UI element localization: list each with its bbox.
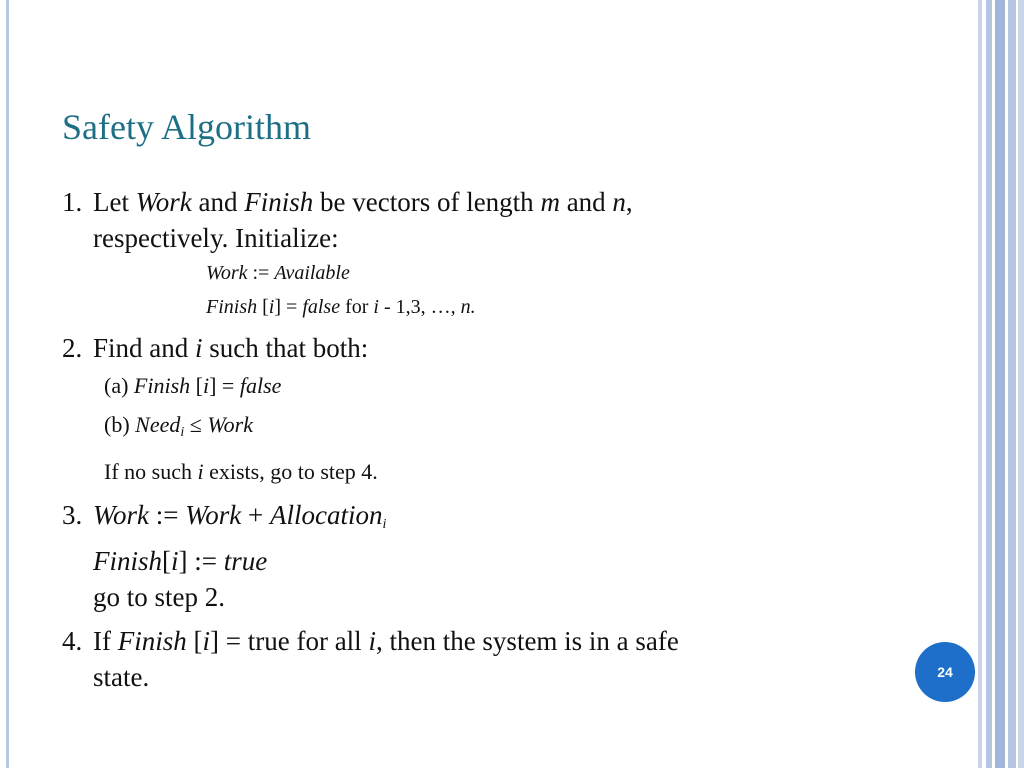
step-number: 4. — [62, 626, 83, 656]
var-n: n. — [460, 296, 476, 318]
text: ] := — [178, 546, 224, 576]
subscript-i: i — [382, 517, 387, 532]
text: ≤ — [184, 412, 208, 437]
step-4-line-1 — [93, 623, 852, 659]
var-n: n — [612, 187, 626, 217]
condition-else — [104, 452, 852, 491]
step-number: 2. — [62, 333, 83, 363]
var-work: Work — [135, 187, 192, 217]
var-i: i — [202, 373, 210, 398]
text: [ — [257, 296, 269, 318]
var-work: Work — [206, 262, 248, 284]
var-finish: Finish — [93, 546, 163, 576]
text: ] = — [209, 373, 240, 398]
text: := — [247, 262, 275, 284]
var-true: true — [223, 546, 268, 576]
var-work: Work — [93, 500, 150, 530]
step-3 — [62, 497, 852, 615]
text: (b) — [104, 412, 136, 437]
decor-stripe — [995, 0, 1005, 768]
decor-stripe — [1008, 0, 1016, 768]
text: [ — [186, 626, 203, 656]
text: Let — [93, 187, 136, 217]
var-false: false — [239, 373, 282, 398]
var-finish: Finish — [206, 296, 258, 318]
step-3-line-3: go to step 2. — [93, 582, 225, 612]
text: If — [93, 626, 118, 656]
decor-stripe — [986, 0, 992, 768]
var-finish: Finish — [244, 187, 314, 217]
text: If no such — [104, 459, 198, 484]
step-2-line-1 — [93, 330, 852, 366]
text: be vectors of length — [313, 187, 541, 217]
text: [ — [162, 546, 172, 576]
var-m: m — [540, 187, 560, 217]
var-need: Need — [135, 412, 181, 437]
step-1-line-2: respectively. Initialize: — [93, 223, 339, 253]
text: , then the system is in a safe — [375, 626, 679, 656]
var-work: Work — [185, 500, 242, 530]
text: and — [191, 187, 245, 217]
text: for — [340, 296, 374, 318]
var-i: i — [368, 626, 376, 656]
text: such that both: — [202, 333, 369, 363]
slide-frame-left — [6, 0, 9, 768]
init-finish — [206, 290, 852, 324]
step-3-line-1 — [93, 497, 852, 543]
var-allocation: Allocation — [270, 500, 383, 530]
var-finish: Finish — [117, 626, 187, 656]
subscript-i: i — [180, 425, 185, 440]
text: + — [241, 500, 270, 530]
step-3-line-2 — [93, 543, 852, 579]
text: - 1,3, …, — [378, 296, 461, 318]
slide-body — [62, 184, 852, 695]
step-1 — [62, 184, 852, 324]
text: ] = — [274, 296, 303, 318]
text: ] = true for all — [210, 626, 369, 656]
init-work — [206, 256, 852, 290]
var-false: false — [302, 296, 341, 318]
var-i: i — [373, 296, 379, 318]
step-1-line-1 — [93, 184, 852, 220]
var-i: i — [171, 546, 179, 576]
text: exists, go to step 4. — [203, 459, 378, 484]
text: Find and — [93, 333, 196, 363]
var-finish: Finish — [133, 373, 191, 398]
step-number: 3. — [62, 500, 83, 530]
text: := — [149, 500, 186, 530]
step-4-line-2: state. — [93, 662, 150, 692]
var-work: Work — [207, 412, 253, 437]
slide-title: Safety Algorithm — [62, 107, 311, 147]
condition-b — [104, 405, 852, 452]
step-4 — [62, 623, 852, 695]
decor-stripe — [1018, 0, 1024, 768]
var-i: i — [197, 459, 204, 484]
text: (a) — [104, 373, 134, 398]
var-i: i — [195, 333, 203, 363]
text: and — [559, 187, 613, 217]
var-available: Available — [274, 262, 350, 284]
text: [ — [190, 373, 203, 398]
decor-stripe — [978, 0, 982, 768]
var-i: i — [268, 296, 275, 318]
text: , — [625, 187, 633, 217]
var-i: i — [202, 626, 211, 656]
step-number: 1. — [62, 187, 83, 217]
step-2 — [62, 330, 852, 491]
page-number-badge: 24 — [915, 642, 975, 702]
condition-a — [104, 366, 852, 405]
